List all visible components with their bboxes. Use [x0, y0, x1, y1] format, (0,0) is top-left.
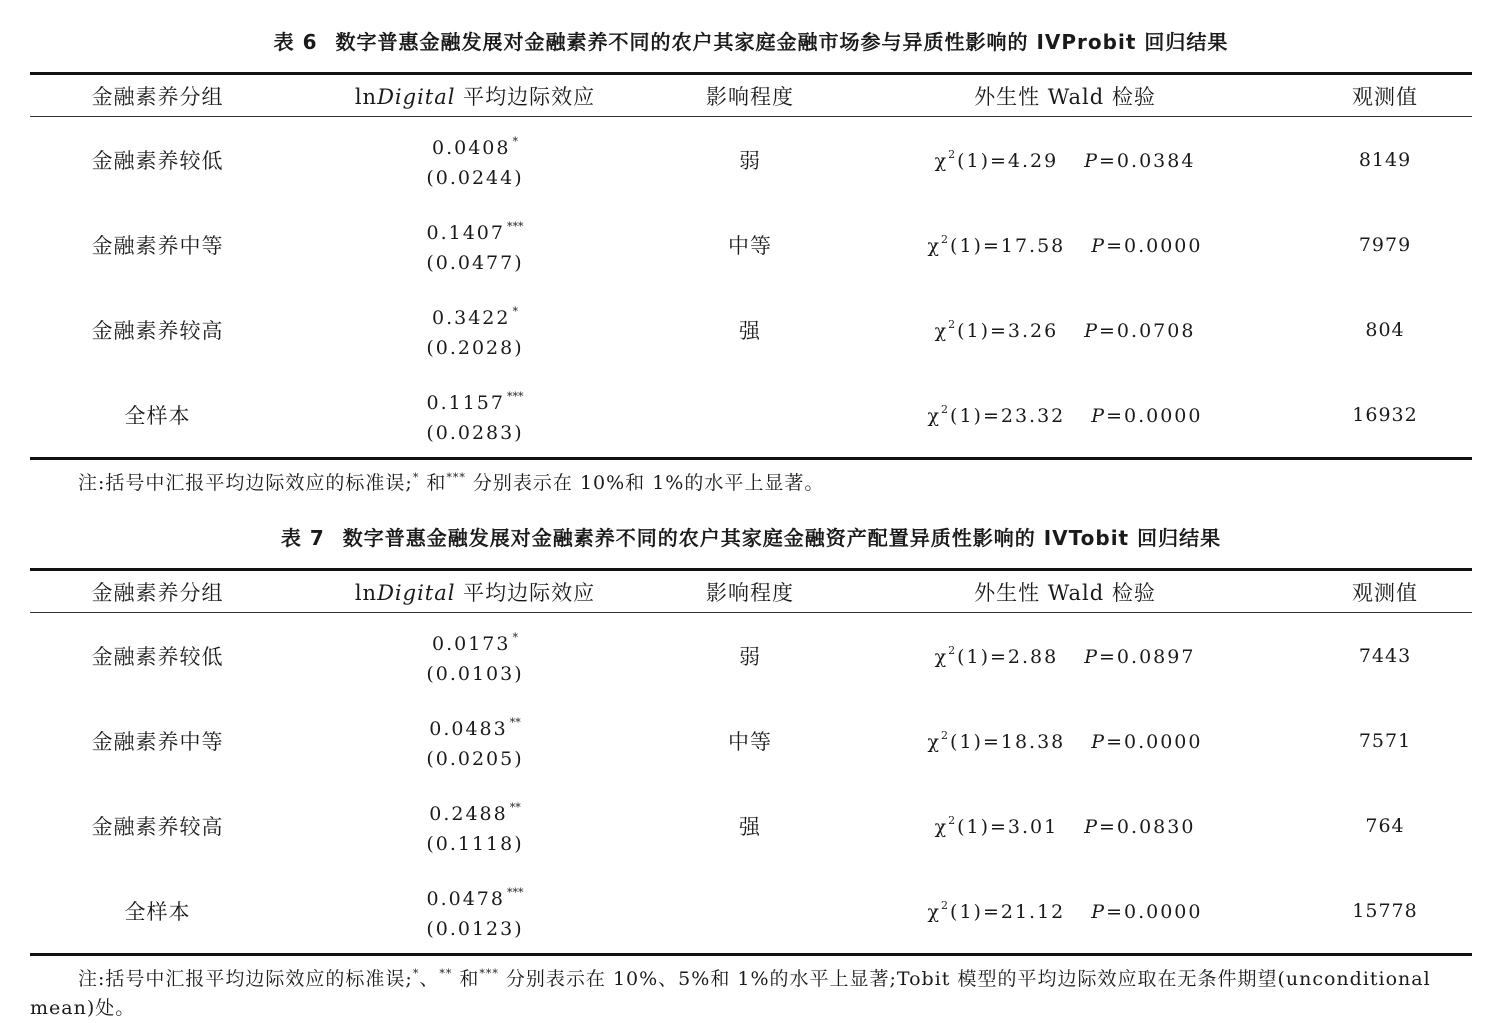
header-group: 金融素养分组: [91, 580, 224, 605]
group-cell: 金融素养中等: [91, 729, 224, 754]
wald-cell: $\chi^2(1)=23.32$ P=0.0000: [927, 402, 1203, 427]
header-degree: 影响程度: [706, 84, 794, 109]
effect-cell: 0.1157 *** (0.0283): [426, 389, 524, 444]
effect-cell: 0.2488 ** (0.1118): [426, 800, 524, 855]
effect-cell: 0.0483 ** (0.0205): [426, 715, 524, 770]
table-6: [30, 22, 1472, 498]
wald-cell: $\chi^2(1)=21.12$ P=0.0000: [927, 898, 1203, 923]
bottom-rule: [30, 457, 1472, 460]
table-title: 数字普惠金融发展对金融素养不同的农户其家庭金融资产配置异质性影响的 IVTobit 回归结果: [342, 526, 1222, 550]
group-cell: 全样本: [124, 403, 191, 428]
effect-cell: 0.3422 * (0.2028): [426, 304, 524, 359]
header-row: [30, 75, 1472, 116]
obs-cell: 804: [1365, 318, 1405, 341]
header-degree: 影响程度: [706, 580, 794, 605]
table-caption: [30, 22, 1472, 62]
header-effect: lnDigital 平均边际效应: [354, 580, 596, 605]
group-cell: 金融素养中等: [91, 233, 224, 258]
obs-cell: 8149: [1358, 148, 1412, 171]
degree-cell: 弱: [739, 644, 761, 669]
table-note: 注:括号中汇报平均边际效应的标准误;* 和*** 分别表示在 10%和 1%的水平上显著。: [78, 471, 825, 494]
table-row: [30, 117, 1472, 202]
degree-cell: 强: [739, 814, 761, 839]
header-effect: lnDigital 平均边际效应: [354, 84, 596, 109]
effect-cell: 0.0173 * (0.0103): [426, 630, 524, 685]
degree-cell: [650, 372, 850, 457]
header-wald: 外生性 Wald 检验: [974, 84, 1156, 109]
table-caption: [30, 518, 1472, 558]
bottom-rule: [30, 953, 1472, 956]
table-row: [30, 698, 1472, 783]
group-cell: 金融素养较低: [91, 148, 224, 173]
header-wald: 外生性 Wald 检验: [974, 580, 1156, 605]
wald-cell: $\chi^2(1)=3.26$ P=0.0708: [934, 317, 1196, 342]
table-row: [30, 613, 1472, 698]
degree-cell: 弱: [739, 148, 761, 173]
table-note: 注:括号中汇报平均边际效应的标准误;*、** 和*** 分别表示在 10%、5%和 1%的水平上显著;Tobit 模型的平均边际效应取在无条件期望(unconditional mean)处。: [30, 967, 1431, 1019]
degree-cell: 中等: [728, 233, 772, 258]
degree-cell: 中等: [728, 729, 772, 754]
group-cell: 金融素养较高: [91, 318, 224, 343]
header-row: [30, 571, 1472, 612]
table-row: [30, 783, 1472, 868]
obs-cell: 7571: [1358, 729, 1412, 752]
table-number: 表 6: [273, 30, 318, 54]
obs-cell: 7443: [1358, 644, 1412, 667]
table-row: [30, 372, 1472, 457]
effect-cell: 0.1407 *** (0.0477): [426, 219, 524, 274]
obs-cell: 16932: [1352, 403, 1418, 426]
wald-cell: $\chi^2(1)=3.01$ P=0.0830: [934, 813, 1196, 838]
table-row: [30, 202, 1472, 287]
group-cell: 金融素养较低: [91, 644, 224, 669]
header-group: 金融素养分组: [91, 84, 224, 109]
wald-cell: $\chi^2(1)=18.38$ P=0.0000: [927, 728, 1203, 753]
degree-cell: [650, 868, 850, 953]
table-row: [30, 868, 1472, 953]
table-7: [30, 518, 1472, 1023]
effect-cell: 0.0408 * (0.0244): [426, 134, 524, 189]
group-cell: 全样本: [124, 899, 191, 924]
wald-cell: $\chi^2(1)=4.29$ P=0.0384: [934, 147, 1196, 172]
wald-cell: $\chi^2(1)=2.88$ P=0.0897: [934, 643, 1196, 668]
obs-cell: 7979: [1358, 233, 1412, 256]
table-row: [30, 287, 1472, 372]
obs-cell: 764: [1365, 814, 1405, 837]
wald-cell: $\chi^2(1)=17.58$ P=0.0000: [927, 232, 1203, 257]
obs-cell: 15778: [1352, 899, 1418, 922]
degree-cell: 强: [739, 318, 761, 343]
header-obs: 观测值: [1352, 84, 1418, 109]
table-title: 数字普惠金融发展对金融素养不同的农户其家庭金融市场参与异质性影响的 IVProbit 回归结果: [335, 30, 1229, 54]
table-number: 表 7: [280, 526, 325, 550]
group-cell: 金融素养较高: [91, 814, 224, 839]
effect-cell: 0.0478 *** (0.0123): [426, 885, 524, 940]
header-obs: 观测值: [1352, 580, 1418, 605]
